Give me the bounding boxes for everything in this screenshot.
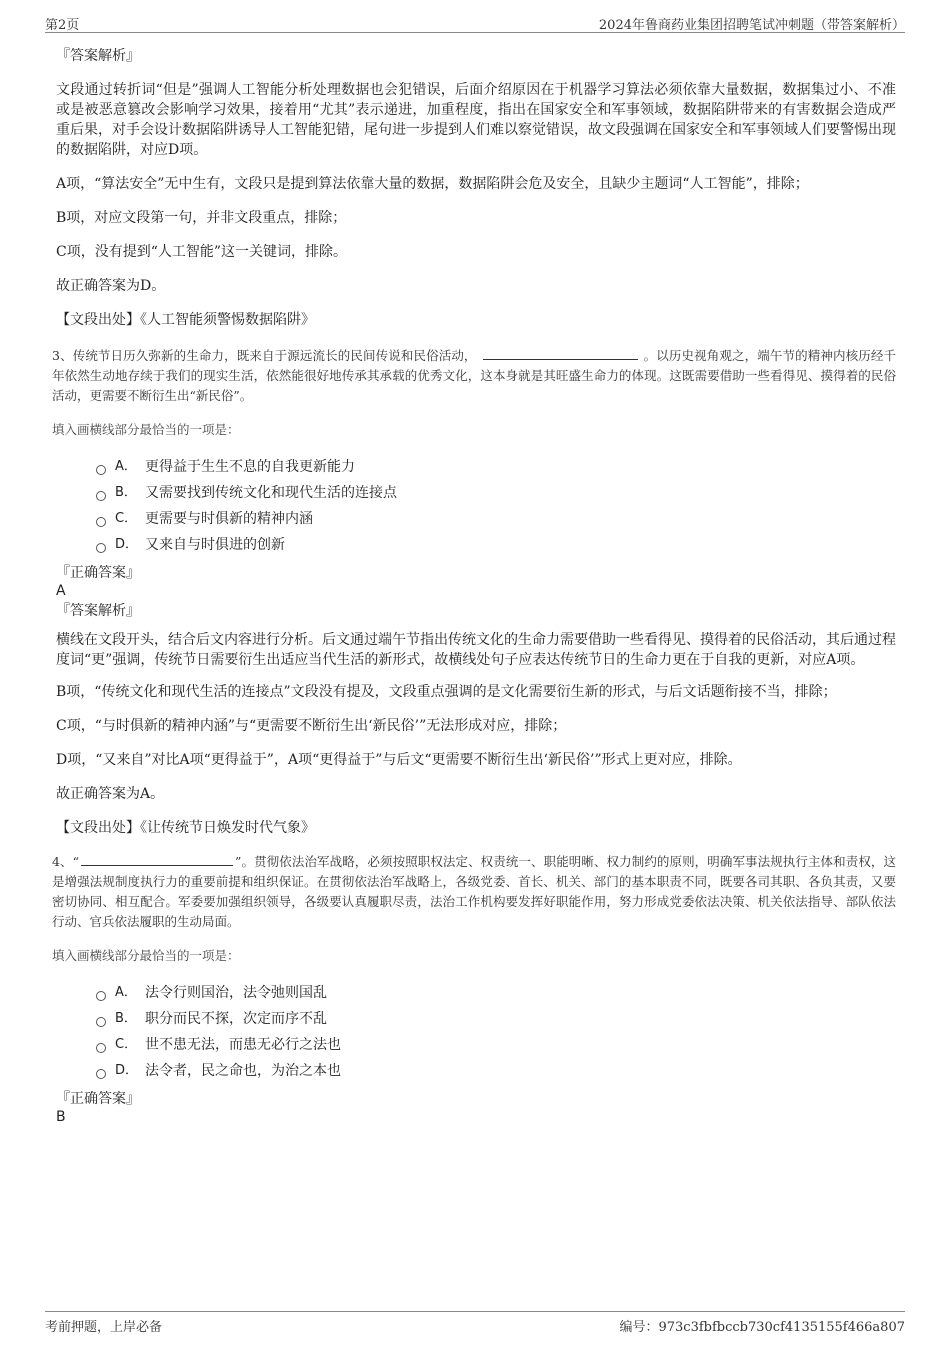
option-list bbox=[56, 454, 896, 558]
answer-blank bbox=[483, 347, 638, 360]
analysis-paragraph: C项，“与时俱新的精神内涵”与“更需要不断衍生出‘新民俗’”无法形成对应，排除； bbox=[56, 718, 567, 734]
correct-answer: B bbox=[56, 1109, 66, 1125]
option-b[interactable]: B． 职分而民不探，次定而序不乱 bbox=[96, 1006, 896, 1032]
analysis-paragraph: B项，对应文段第一句，并非文段重点，排除； bbox=[56, 210, 347, 226]
source-citation: 【文段出处】《让传统节日焕发时代气象》 bbox=[56, 820, 315, 836]
question-3-text: 3、传统节日历久弥新的生命力，既来自于源远流长的民间传说和民俗活动， 。以历史视角观之，端午节的精神内核历经千年依然生动地存续于我们的现实生活，依然能很好地传承其承载的优秀文化，这本身就是其旺盛生命力的体现。这既需要借助一些看得见、摸得着的民俗活动，更需要不断衍生出“新民俗”。 bbox=[52, 348, 896, 403]
radio-button[interactable] bbox=[96, 465, 106, 475]
analysis-paragraph: A项，“算法安全”无中生有，文段只是提到算法依靠大量的数据，数据陷阱会危及安全，且缺少主题词“人工智能”，排除； bbox=[56, 176, 809, 192]
footer-slogan: 考前押题，上岸必备 bbox=[45, 1320, 163, 1335]
analysis-paragraph: D项，“又来自”对比A项“更得益于”，A项“更得益于”与后文“更需要不断衍生出‘新民俗’”形式上更对应，排除。 bbox=[56, 752, 742, 768]
question-prompt: 填入画横线部分最恰当的一项是： bbox=[52, 948, 240, 963]
document-title: 2024年鲁商药业集团招聘笔试冲刺题（带答案解析） bbox=[598, 18, 905, 33]
radio-button[interactable] bbox=[96, 517, 106, 527]
page-number: 第2页 bbox=[45, 18, 80, 33]
answer-blank bbox=[81, 853, 233, 866]
page-footer bbox=[45, 1311, 905, 1336]
option-c[interactable]: C． 更需要与时俱新的精神内涵 bbox=[96, 506, 896, 532]
analysis-paragraph: 横线在文段开头，结合后文内容进行分析。后文通过端午节指出传统文化的生命力需要借助一些看得见、摸得着的民俗活动，其后通过程度词“更”强调，传统节日需要衍生出适应当代生活的新形式，故横线处句子应表达传统节日的生命力更在于自我的更新，对应A项。 bbox=[56, 632, 896, 668]
radio-button[interactable] bbox=[96, 1017, 106, 1027]
option-a[interactable]: A． 法令行则国治，法令弛则国乱 bbox=[96, 980, 896, 1006]
source-citation: 【文段出处】《人工智能须警惕数据陷阱》 bbox=[56, 312, 315, 328]
correct-answer-label: 『正确答案』 bbox=[56, 1091, 140, 1107]
analysis-conclusion: 故正确答案为A。 bbox=[56, 786, 165, 802]
correct-answer: A bbox=[56, 583, 66, 599]
correct-answer-label: 『正确答案』 bbox=[56, 565, 140, 581]
question-4-text: 4、“ ”。贯彻依法治军战略，必须按照职权法定、权责统一、职能明晰、权力制约的原则，明确军事法规执行主体和责权，这是增强法规制度执行力的重要前提和组织保证。在贯彻依法治军战略上，各级党委、首长、机关、部门的基本职责不同，既要各司其职、各负其责，又要密切协同、相互配合。军委要加强组织领导，各级要认真履职尽责，法治工作机构要发挥好职能作用，努力形成党委依法决策、机关依法指导、部队依法行动、官兵依法履职的生动局面。 bbox=[52, 854, 896, 929]
page-header bbox=[45, 12, 905, 33]
radio-button[interactable] bbox=[96, 543, 106, 553]
question-prompt: 填入画横线部分最恰当的一项是： bbox=[52, 422, 240, 437]
document-code: 编号：973c3fbfbccb730cf4135155f466a807 bbox=[619, 1320, 905, 1335]
option-d[interactable]: D． 又来自与时俱进的创新 bbox=[96, 532, 896, 558]
page-content bbox=[52, 46, 896, 1126]
analysis-conclusion: 故正确答案为D。 bbox=[56, 278, 166, 294]
radio-button[interactable] bbox=[96, 1043, 106, 1053]
analysis-paragraph: 文段通过转折词“但是”强调人工智能分析处理数据也会犯错误，后面介绍原因在于机器学习算法必须依靠大量数据，数据集过小、不准或是被恶意篡改会影响学习效果，接着用“尤其”表示递进，加重程度，指出在国家安全和军事领域，数据陷阱带来的有害数据会造成严重后果，对手会设计数据陷阱诱导人工智能犯错，尾句进一步提到人们难以察觉错误，故文段强调在国家安全和军事领域人们要警惕出现的数据陷阱，对应D项。 bbox=[56, 82, 896, 158]
option-c[interactable]: C． 世不患无法，而患无必行之法也 bbox=[96, 1032, 896, 1058]
analysis-paragraph: C项，没有提到“人工智能”这一关键词，排除。 bbox=[56, 244, 348, 260]
analysis-label: 『答案解析』 bbox=[56, 48, 140, 64]
radio-button[interactable] bbox=[96, 1069, 106, 1079]
option-a[interactable]: A． 更得益于生生不息的自我更新能力 bbox=[96, 454, 896, 480]
option-list bbox=[56, 980, 896, 1084]
radio-button[interactable] bbox=[96, 991, 106, 1001]
analysis-paragraph: B项，“传统文化和现代生活的连接点”文段没有提及，文段重点强调的是文化需要衍生新的形式，与后文话题衔接不当，排除； bbox=[56, 684, 837, 700]
option-b[interactable]: B． 又需要找到传统文化和现代生活的连接点 bbox=[96, 480, 896, 506]
radio-button[interactable] bbox=[96, 491, 106, 501]
analysis-label: 『答案解析』 bbox=[56, 603, 140, 619]
option-d[interactable]: D． 法令者，民之命也，为治之本也 bbox=[96, 1058, 896, 1084]
